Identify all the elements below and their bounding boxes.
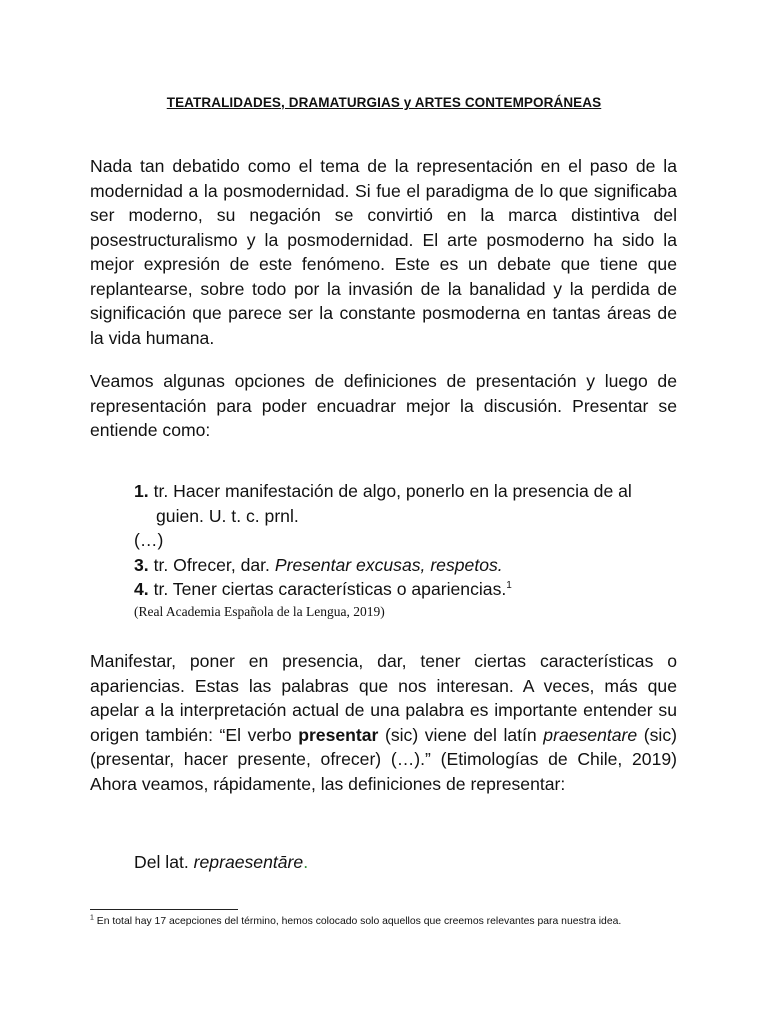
definition-4-text: tr. Tener ciertas características o apariencias. [153,579,507,599]
bold-presentar: presentar [298,724,379,745]
paragraph-intro: Nada tan debatido como el tema de la representación en el paso de la modernidad a la posmodernidad. Si fue el paradigma de lo que significaba ser moderno, su negación se convirtió en la marca distintiva del posestructuralismo y la posmodernidad. El arte posmoderno ha sido la mejor expresión de este fenómeno. Este es un debate que tiene que replantearse, sobre todo por la invasión de la banalidad y la perdida de significación que parece ser la constante posmoderna en tantas áreas de la vida humana. [90,156,677,348]
definition-3-number: 3. [134,554,149,575]
footnote-reference[interactable]: 1 [506,580,512,592]
paragraph-etymology [90,649,677,796]
definitions-block [134,479,694,621]
document-title: TEATRALIDADES, DRAMATURGIAS y ARTES CONTEMPORÁNEAS [166,95,602,110]
latin-origin [134,850,308,874]
definition-3-example: Presentar excusas, respetos. [274,554,503,575]
footnote [90,915,710,929]
definition-3 [134,553,694,578]
italic-praesentare: praesentare [543,724,638,745]
definitions-citation: (Real Academia Española de la Lengua, 2019) [134,603,385,619]
latin-word: repraesentāre [193,852,304,872]
definition-1-continuation: guien. U. t. c. prnl. [156,505,299,526]
definition-4-number: 4. [134,579,149,599]
definition-ellipsis: (…) [134,530,164,550]
paragraph-etymology-part2: (sic) viene del latín [378,724,544,745]
paragraph-etymology-part1: Manifestar, poner en presencia, dar, tener ciertas características o apariencias. Estas las palabras que nos interesan. A veces, más que apelar a la interpretación actual de una palabra es importante entender su origen también: “El verbo [90,651,677,745]
footnote-number: 1 [90,914,94,922]
definition-1-number: 1. [134,481,149,501]
definition-1-text: tr. Hacer manifestación de algo, ponerlo en la presencia de al [153,481,632,501]
footnote-divider [90,909,238,910]
paragraph-etymology-part3: (sic) (presentar, hacer presente, ofrecer) (…).” (Etimologías de Chile, 2019) Ahora veamos, rápidamente, las definiciones de representar: [90,724,677,794]
definition-4 [134,577,694,602]
definition-1 [134,479,694,504]
paragraph-presentar-intro: Veamos algunas opciones de definiciones de presentación y luego de representación para poder encuadrar mejor la discusión. Presentar se entiende como: [90,371,677,440]
footnote-text: En total hay 17 acepciones del término, hemos colocado solo aquellos que creemos relevantes para nuestra idea. [93,916,622,927]
latin-period: . [303,852,309,872]
definition-3-text: tr. Ofrecer, dar. [153,554,270,575]
latin-prefix: Del lat. [134,852,194,872]
